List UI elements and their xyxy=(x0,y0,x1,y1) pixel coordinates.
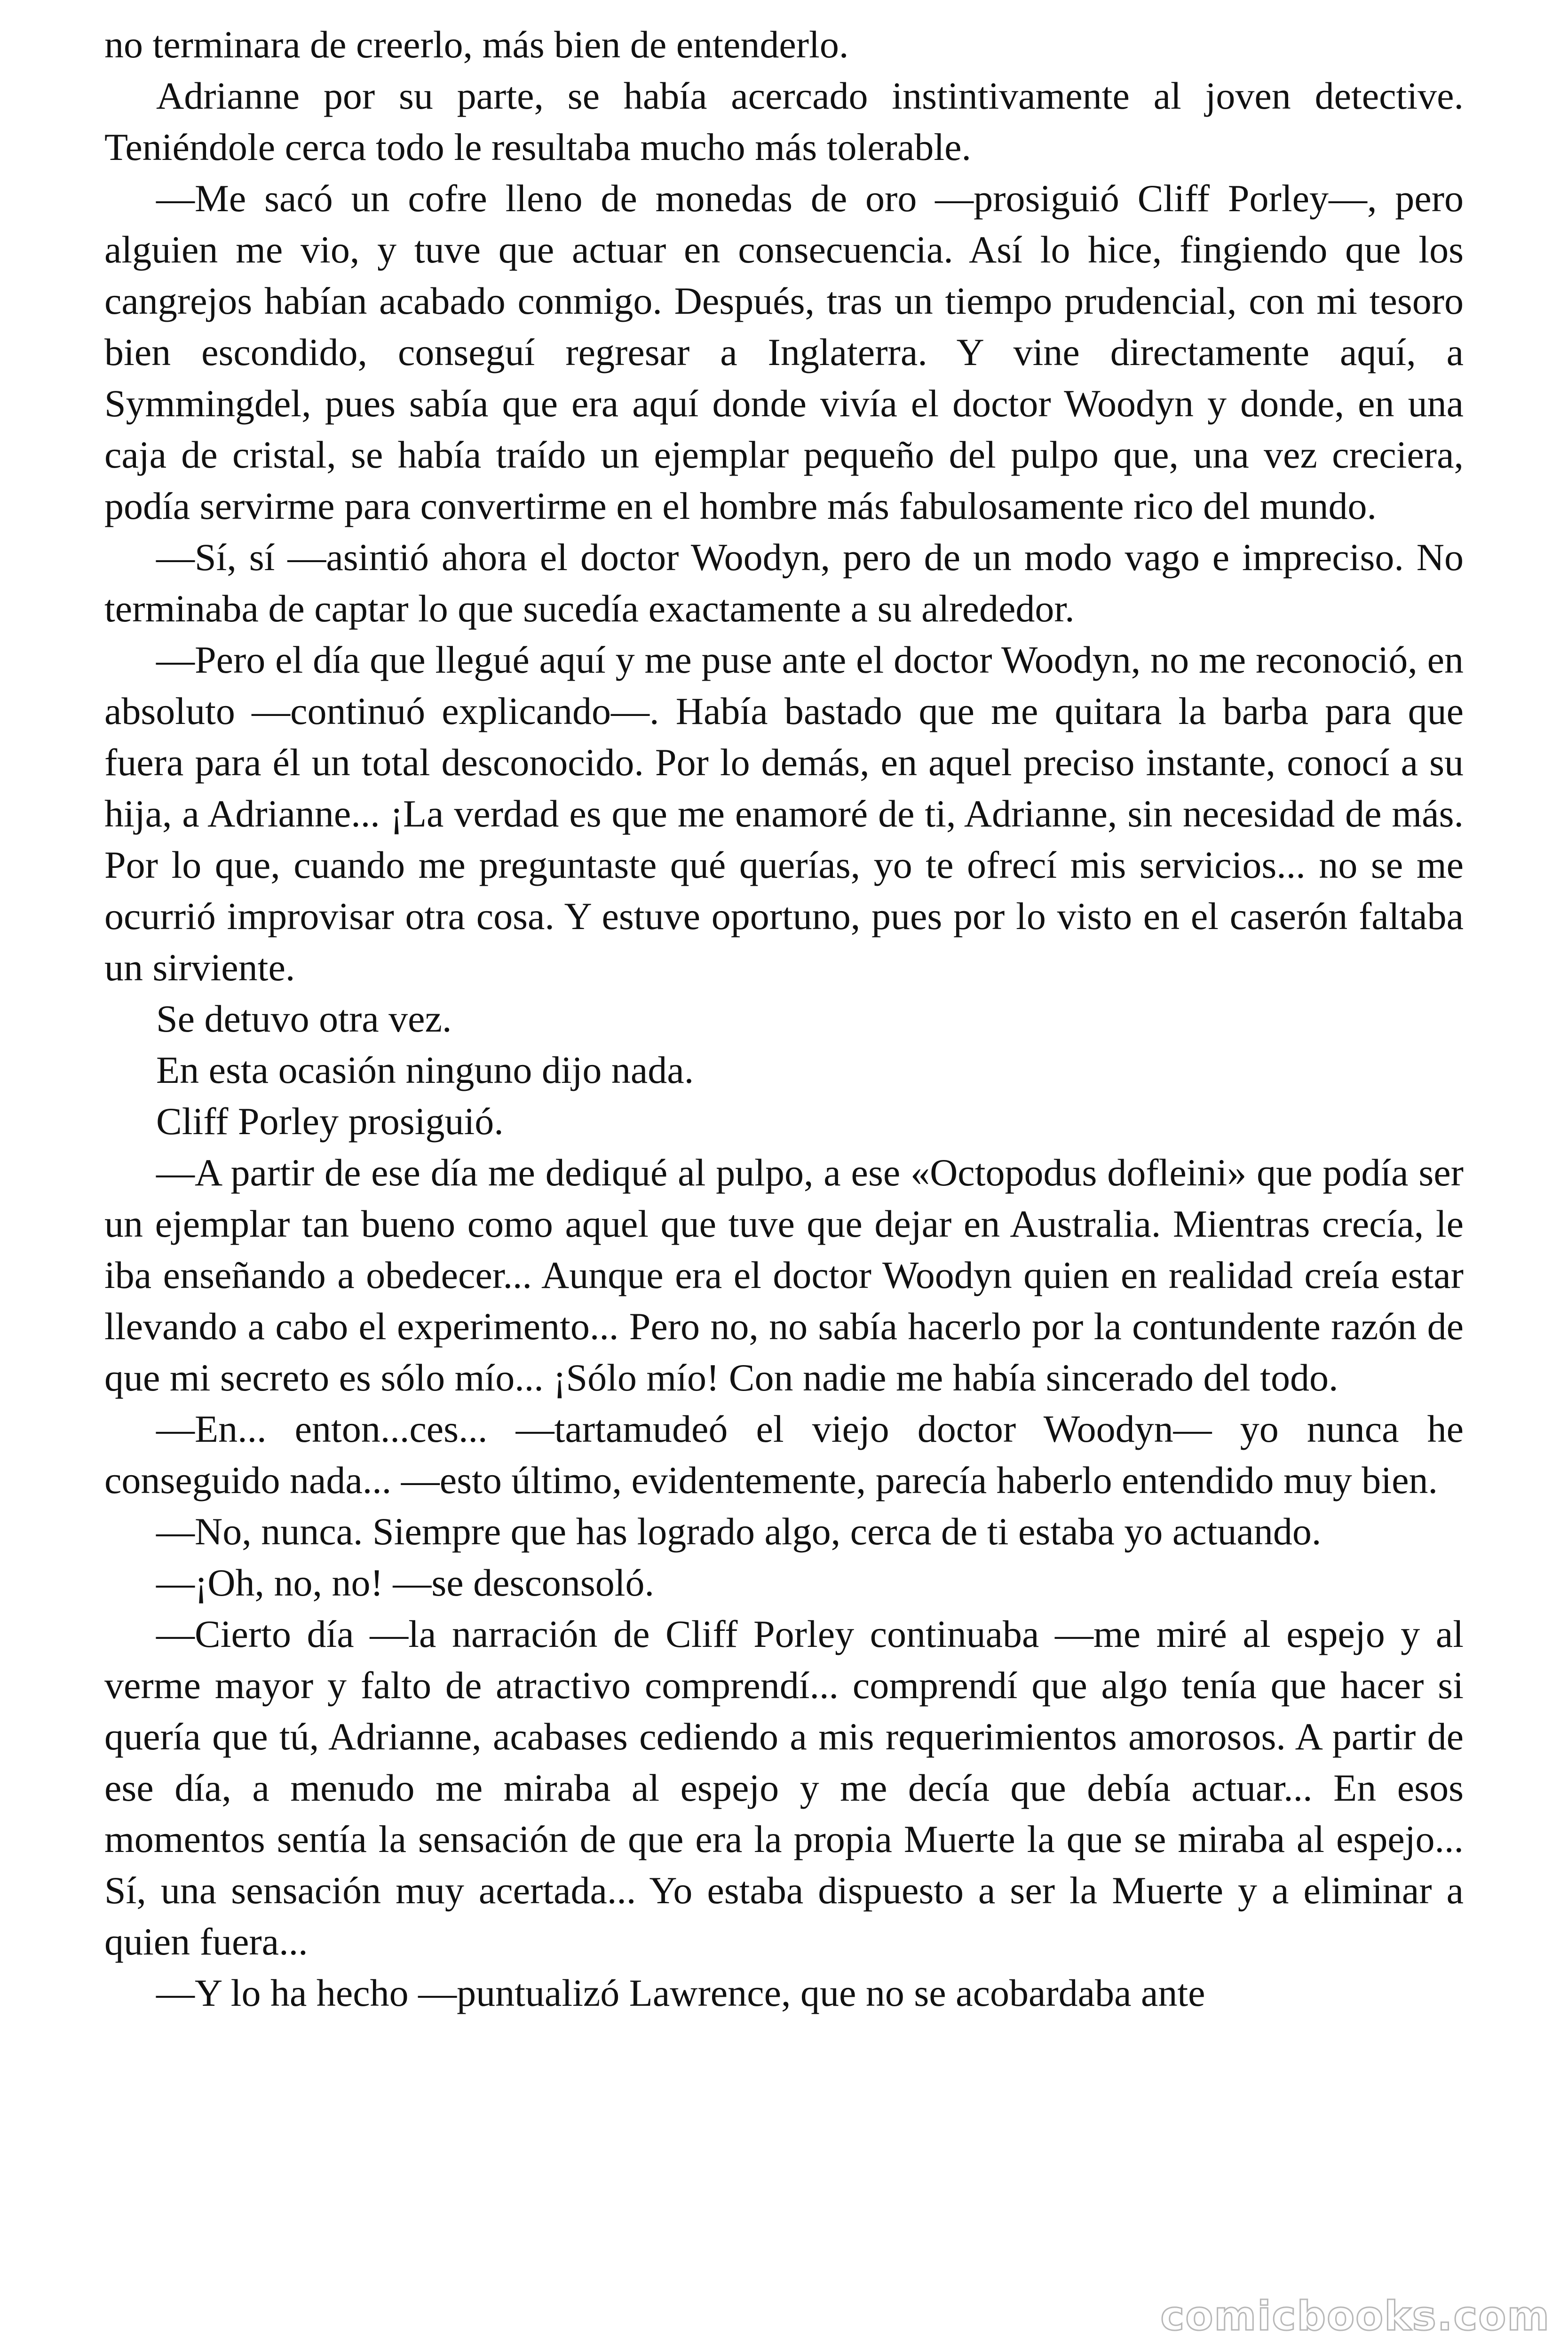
paragraph: —¡Oh, no, no! —se desconsoló. xyxy=(156,1561,655,1604)
page-body xyxy=(104,19,1464,2018)
paragraph: —A partir de ese día me dediqué al pulpo, a ese «Octopodus dofleini» que podía ser un ejemplar tan bueno como aquel que tuve que dejar en Australia. Mientras crecía, le iba enseñando a obedecer... Aunque era el doctor Woodyn quien en realidad creía estar llevando a cabo el experimento... Pero no, no sabía hacerlo por la contundente razón de que mi secreto es sólo mío... ¡Sólo mío! Con nadie me había sincerado del todo. xyxy=(104,1151,1464,1399)
paragraph: Adrianne por su parte, se había acercado instintivamente al joven detective. Teniéndole cerca todo le resultaba mucho más tolerable. xyxy=(104,74,1464,168)
paragraph: —En... enton...ces... —tartamudeó el viejo doctor Woodyn— yo nunca he conseguido nada... —esto último, evidentemente, parecía haberlo entendido muy bien. xyxy=(104,1407,1464,1502)
watermark: comicbooks.com xyxy=(1160,2293,1550,2340)
paragraph-continuation: no terminara de creerlo, más bien de entenderlo. xyxy=(104,23,849,66)
paragraph: —Cierto día —la narración de Cliff Porley continuaba —me miré al espejo y al verme mayor y falto de atractivo comprendí... comprendí que algo tenía que hacer si quería que tú, Adrianne, acabases cediendo a mis requerimientos amorosos. A partir de ese día, a menudo me miraba al espejo y me decía que debía actuar... En esos momentos sentía la sensación de que era la propia Muerte la que se miraba al espejo... Sí, una sensación muy acertada... Yo estaba dispuesto a ser la Muerte y a eliminar a quien fuera... xyxy=(104,1613,1464,1963)
paragraph: —No, nunca. Siempre que has logrado algo, cerca de ti estaba yo actuando. xyxy=(156,1510,1322,1553)
paragraph: —Y lo ha hecho —puntualizó Lawrence, que no se acobardaba ante xyxy=(156,1971,1205,2014)
paragraph: En esta ocasión ninguno dijo nada. xyxy=(156,1049,694,1091)
paragraph: Se detuvo otra vez. xyxy=(156,997,452,1040)
paragraph: —Pero el día que llegué aquí y me puse ante el doctor Woodyn, no me reconoció, en absoluto —continuó explicando—. Había bastado que me quitara la barba para que fuera para él un total desconocido. Por lo demás, en aquel preciso instante, conocí a su hija, a Adrianne... ¡La verdad es que me enamoré de ti, Adrianne, sin necesidad de más. Por lo que, cuando me preguntaste qué querías, yo te ofrecí mis servicios... no se me ocurrió improvisar otra cosa. Y estuve oportuno, pues por lo visto en el caserón faltaba un sirviente. xyxy=(104,638,1464,989)
paragraph: —Sí, sí —asintió ahora el doctor Woodyn, pero de un modo vago e impreciso. No terminaba de captar lo que sucedía exactamente a su alrededor. xyxy=(104,536,1464,630)
paragraph: —Me sacó un cofre lleno de monedas de oro —prosiguió Cliff Porley—, pero alguien me vio, y tuve que actuar en consecuencia. Así lo hice, fingiendo que los cangrejos habían acabado conmigo. Después, tras un tiempo prudencial, con mi tesoro bien escondido, conseguí regresar a Inglaterra. Y vine directamente aquí, a Symmingdel, pues sabía que era aquí donde vivía el doctor Woodyn y donde, en una caja de cristal, se había traído un ejemplar pequeño del pulpo que, una vez creciera, podía servirme para convertirme en el hombre más fabulosamente rico del mundo. xyxy=(104,177,1464,527)
paragraph: Cliff Porley prosiguió. xyxy=(156,1100,504,1143)
